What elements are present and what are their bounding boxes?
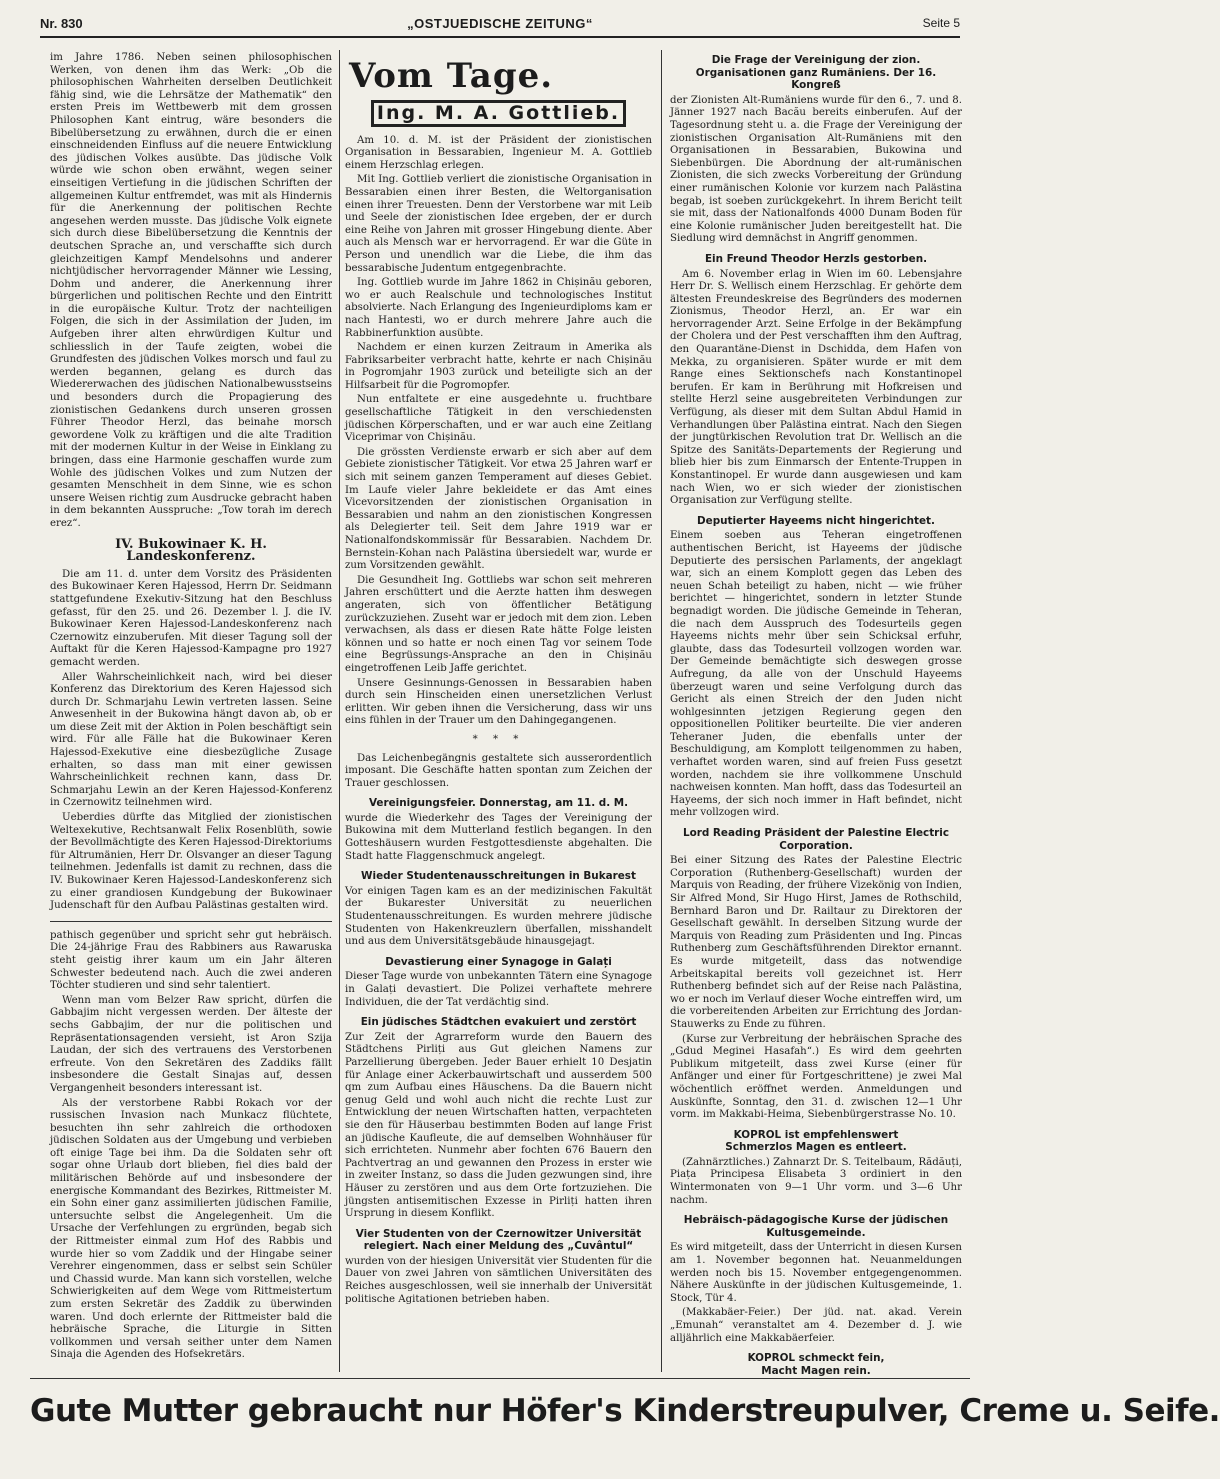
paragraph: wurde die Wiederkehr des Tages der Vereinigung der Bukowina mit dem Mutterland festlich begangen. In den Gotteshäusern wurden Festgottesdienste abgehalten. Die Stadt hatte Flaggenschmuck angelegt. xyxy=(345,812,652,862)
page-header xyxy=(40,14,960,38)
paragraph: Ueberdies dürfte das Mitglied der zionistischen Weltexekutive, Rechtsanwalt Felix Rosenblüth, sowie der Bevollmächtigte des Keren Hajessod-Direktoriums für Altrumänien, Herr Dr. Olsvanger an dieser Tagung teilnehmen. Jedenfalls ist damit zu rechnen, dass die IV. Bukowinaer Keren Hajessod-Landeskonferenz sich zu einer grandiosen Kundgebung der Bukowinaer Judenschaft für den Aufbau Palästinas gestalten wird. xyxy=(50,812,332,912)
section-divider xyxy=(50,921,332,922)
headline-union-question: Die Frage der Vereinigung der zion. Organisationen ganz Rumäniens. Der 16. Kongreß xyxy=(695,54,937,92)
ad-koprol-1-line2: Schmerzlos Magen es entleert. xyxy=(725,1141,907,1154)
column-divider-1 xyxy=(339,50,340,1372)
headline-town-evacuated: Ein jüdisches Städtchen evakuiert und zerstört xyxy=(360,1016,637,1029)
paragraph: Es wird mitgeteilt, dass der Unterricht in diesen Kursen am 1. November begonnen hat. Neuanmeldungen werden noch bis 15. November entgegengenommen. Nähere Auskünfte in der jüdischen Kultusgemeinde, 1. Stock, Tür 4. xyxy=(670,1242,962,1304)
paragraph: Bei einer Sitzung des Rates der Palestine Electric Corporation (Ruthenberg-Gesellschaft) wurden der Marquis von Reading, der frühere Vizekönig von Indien, Sir Alfred Mond, Sir Hugo Hirst, James de Rothschild, Bernhard Baron und Dr. Railtaur zu Direktoren der Gesellschaft gewählt. In derselben Sitzung wurde der Marquis von Reading zum Präsidenten und Ing. Pincas Ruthenberg zum Geschäftsführenden Direktor ernannt. Es wurde mitgeteilt, dass das notwendige Arbeitskapital bereits voll gezeichnet ist. Herr Ruthenberg befindet sich auf der Reise nach Palästina, wo er noch im Verlauf dieser Woche eintreffen wird, um die vorbereitenden Arbeiten zur Errichtung des Jordan-Stauwerks zu Ende zu führen. xyxy=(670,855,962,1030)
obituary-name-box: Ing. M. A. Gottlieb. xyxy=(371,100,626,127)
paragraph: Die grössten Verdienste erwarb er sich aber auf dem Gebiete zionistischer Tätigkeit. Vor etwa 25 Jahren warf er sich mit seinem ganzen Temperament auf dieses Gebiet. Im Laufe vieler Jahre bekleidete er das Amt eines Vicevorsitzenden der zionistischen Organisation in Bessarabien und nahm an den zionistischen Kongressen als Delegierter teil. Seit dem Jahre 1919 war er Nationalfondskommissär für Bessarabien. Nachdem Dr. Bernstein-Kohan nach Palästina übersiedelt war, wurde er zum Vorsitzenden gewählt. xyxy=(345,446,652,572)
newspaper-title: „OSTJUEDISCHE ZEITUNG“ xyxy=(407,16,593,31)
paragraph: Unsere Gesinnungs-Genossen in Bessarabien haben durch sein Hinscheiden einen unersetzlichen Verlust erlitten. Wir geben ihnen die Versicherung, dass wir uns eins fühlen in der Trauer um den Dahingegangenen. xyxy=(345,677,652,727)
paragraph: Nachdem er einen kurzen Zeitraum in Amerika als Fabriksarbeiter verbracht hatte, kehrte er nach Chișinău in Pogromjahr 1903 zurück und beteiligte sich an der Hilfsarbeit für die Pogromopfer. xyxy=(345,342,652,391)
paragraph: Wenn man vom Belzer Raw spricht, dürfen die Gabbajim nicht vergessen werden. Der älteste der sechs Gabbajim, der nur die politischen und Repräsentationsagenden versieht, ist Aron Szija Laudan, der sich des vertrauens des Verstorbenen erfreute. Von den Sekretären des Zaddiks fällt insbesondere die Gestalt Sinajas auf, dessen Vergangenheit besonders interessant ist. xyxy=(50,994,332,1094)
headline-four-students: Vier Studenten von der Czernowitzer Universität relegiert. Nach einer Meldung des „Cuvântul“ xyxy=(355,1227,642,1253)
paragraph-makkabaeer: (Makkabäer-Feier.) Der jüd. nat. akad. Verein „Emunah“ veranstaltet am 4. Dezember d. J. wie alljährlich eine Makkabäerfeier. xyxy=(670,1307,962,1344)
paragraph: Mit Ing. Gottlieb verliert die zionistische Organisation in Bessarabien einen ihrer Besten, die Weltorganisation einen ihrer Treuesten. Denn der Verstorbene war mit Leib und Seele der zionistischen Idee ergeben, der er durch eine Reihe von Jahren mit grosser Hingebung diente. Aber auch als Mensch war er hervorragend. Er war die Güte in Person und unendlich war die Liebe, die ihm das bessarabische Judentum entgegenbrachte. xyxy=(345,174,652,274)
section-title-vom-tage: Vom Tage. xyxy=(349,56,554,96)
paragraph: Aller Wahrscheinlichkeit nach, wird bei dieser Konferenz das Direktorium des Keren Hajessod sich durch Dr. Schmarjahu Lewin vertreten lassen. Seine Anwesenheit in der Bukowina hängt davon ab, ob er um diese Zeit mit der Aktion in Polen beschäftigt sein wird. Für alle Fälle hat die Bukowinaer Keren Hajessod-Exekutive eine diesbezügliche Zusage erhalten, so dass man mit einer gewissen Wahrscheinlichkeit rechnen kann, dass Dr. Schmarjahu Lewin an der Keren Hajessod-Konferenz in Czernowitz teilnehmen wird. xyxy=(50,671,332,809)
separator-stars: * * * xyxy=(472,733,525,745)
paragraph: Als der verstorbene Rabbi Rokach vor der russischen Invasion nach Munkacz flüchtete, besuchten ihn sehr zahlreich die orthodoxen jüdischen Soldaten aus der Umgebung und verbieben oft einige Tage bei ihm. Da die Soldaten sehr oft sogar ohne Urlaub dort blieben, fiel dies bald der militärischen Behörde auf und insbesondere der energische Kommandant des Bezirkes, Rittmeister M. ein Sohn einer ganz assimilierten jüdischen Familie, untersuchte selbst die Angelegenheit. Um die Ursache der Verfehlungen zu ergründen, begab sich der Rittmeister einmal zum Hof des Rabbis und wurde hier so vom Zaddik und der Hingabe seiner Verehrer eingenommen, dass er selbst sein Schüler und Chassid wurde. Man kann sich vorstellen, welche Schwierigkeiten auf dem Wege vom Rittmeistertum zum ersten Sekretär des Zaddik zu überwinden waren. Und doch erlernte der Rittmeister bald die hebräische Sprache, die Liturgie in Sitten vollkommen und versah seither unter dem Namen Sinaja die Agenden des Hofsekretärs. xyxy=(50,1097,332,1361)
bottom-advertisement: Gute Mutter gebraucht nur Höfer's Kinderstreupulver, Creme u. Seife. xyxy=(30,1393,1220,1429)
paragraph: Dieser Tage wurde von unbekannten Tätern eine Synagoge in Galați devastiert. Die Polizei verhaftete mehrere Individuen, die der Tat verdächtig sind. xyxy=(345,971,652,1008)
paragraph: Vor einigen Tagen kam es an der medizinischen Fakultät der Bukarester Universität zu neuerlichen Studentenausschreitungen. Es wurden mehrere jüdische Studenten von Hakenkreuzlern überfallen, misshandelt und aus dem Universitätsgebäude hinausgejagt. xyxy=(345,885,652,948)
paragraph: Die Gesundheit Ing. Gottliebs war schon seit mehreren Jahren erschüttert und die Aerzte hatten ihm deswegen angeraten, sich von öffentlicher Betätigung zurückzuziehen. Zuseht war er jedoch mit dem zion. Leben verwachsen, als dass er diesen Rate hätte Folge leisten können und so hatte er noch einen Tag vor seinem Tode eine Begrüssungs-Ansprache an den in Chișinău eingetroffenen Leib Jaffe gerichtet. xyxy=(345,574,652,674)
article-mendelssohn-continued: im Jahre 1786. Neben seinen philosophischen Werken, von denen ihm das Werk: „Ob die philosophischen Wahrheiten derselben Deutlichkeit fähig sind, wie die Lehrsätze der Mathematik“ den ersten Preis im Wettbewerb mit dem grossen Philosophen Kant eintrug, wäre besonders die Bibelübersetzung zu erwähnen, durch die er einen einschneidenden Einfluss auf die neuere Entwicklung des jüdischen Volkes ausübte. Das jüdische Volk würde wie schon oben erwähnt, wegen seiner einseitigen Vertiefung in die jüdischen Schriften der allgemeinen Kultur entfremdet, was mit als Hindernis für die Anerkennung der politischen Rechte angesehen werden musste. Das jüdische Volk eignete sich durch diese Bibelübersetzung die Kenntnis der deutschen Sprache an, und verschaffte sich durch gleichzeitigen Kampf Mendelsohns und anderer nichtjüdischer hervorragender Männer wie Lessing, Dohm und anderer, die Anerkennung ihrer bürgerlichen und politischen Rechte und den Eintritt in die europäische Kultur. Trotz der nachteiligen Folgen, die sich in der Assimilation der Juden, im Aufgeben ihrer alten ehrwürdigen Kultur und schliesslich in der Taufe zeigten, wobei die Grundfesten des jüdischen Volkes morsch und faul zu werden begannen, gelang es durch das Wiedererwachen des jüdischen Nationalbewusstseins und besonders durch die Propagierung des zionistischen Gedankens durch unseren grossen Führer Theodor Herzl, das beinahe morsch gewordene Volk zu kräftigen und die alte Tradition mit der modernen Kultur in der Weise in Einklang zu bringen, dass eine Harmonie geschaffen wurde zum Wohle des jüdischen Volkes und zum Nutzen der gesamten Menschheit in dem Sinne, wie es schon unsere Weisen richtig zum Ausdrucke gebracht haben in dem bekannten Ausspruche: „Tow torah im derech erez“. xyxy=(50,52,332,529)
ad-koprol-2-line2: Macht Magen rein. xyxy=(761,1364,871,1377)
paragraph: Zur Zeit der Agrarreform wurde den Bauern des Städtchens Pirliți aus Gut gleichen Namens zur Parzellierung übergeben. Jeder Bauer erhielt 10 Desjatin für Anlage einer Ackerbauwirtschaft und ausserdem 500 qm zum Aufbau eines Häuschens. Da die Bauern nicht genug Geld und wohl auch nicht die rechte Lust zur Entwicklung der neuen Wirtschaften hatten, verpachteten sie den für Häuserbau bestimmten Boden auf lange Frist an jüdische Kaufleute, die auf demselben Wohnhäuser für sich errichteten. Nunmehr aber fochten 676 Bauern den Pachtvertrag an und gewannen den Prozess in erster wie in zweiter Instanz, so dass die Juden gezwungen sind, ihre Häuser zu zerstören und aus dem Orte fortzuziehen. Die jüngsten antisemitischen Exzesse in Pirliți hatten ihren Ursprung in diesem Konflikt. xyxy=(345,1031,652,1220)
paragraph: Am 6. November erlag in Wien im 60. Lebensjahre Herr Dr. S. Wellisch einem Herzschlag. Er gehörte dem ältesten Freundeskreise des Begründers des modernen Zionismus, Theodor Herzl, an. Er war ein hervorragender Arzt. Seine Erfolge in der Bekämpfung der Cholera und der Pest verschafften ihm den Auftrag, den Quarantäne-Dienst in Dschidda, dem Hafen von Mekka, zu organisieren. Später wurde er mit dem Range eines Sektionschefs nach Konstantinopel berufen. Er kam in Berührung mit Hofkreisen und stellte Herzl seine ausgebreiteten Verbindungen zur Verfügung, als dieser mit dem Sultan Abdul Hamid in Verhandlungen über Palästina eintrat. Nach den Siegen der jungtürkischen Revolution trat Dr. Wellisch an die Spitze des Sanitäts-Departements der Regierung und blieb hier bis zum Einmarsch der Entente-Truppen in Konstantinopel. Er wurde dann ausgewiesen und kam nach Wien, wo er sich wieder der zionistischen Organisation zur Verfügung stellte. xyxy=(670,268,962,507)
paragraph: der Zionisten Alt-Rumäniens wurde für den 6., 7. und 8. Jänner 1927 nach Bacău bereits einberufen. Auf der Tagesordnung steht u. a. die Frage der Vereinigung der zionistischen Organisation Alt-Rumäniens mit den Organisationen in Bessarabien, Bukowina und Siebenbürgen. Die Abordnung der alt-rumänischen Zionisten, die sich zwecks Vorbereitung der Gründung einer rumänischen Kolonie vor kurzem nach Palästina begab, ist soeben zurückgekehrt. In ihrem Bericht teilt sie mit, dass der Nationalfonds 4000 Dunam Boden für eine Kolonie rumänischer Juden bereitgestellt hat. Die Siedlung wird demnächst in Angriff genommen. xyxy=(670,94,962,245)
paragraph: Ing. Gottlieb wurde im Jahre 1862 in Chișinău geboren, wo er auch Realschule und technologisches Institut absolvierte. Nach Erlangung des Ingenieurdiploms kam er nach Hantesti, wo er durch mehrere Jahre auch die Rabbinerfunktion ausübte. xyxy=(345,277,652,339)
column-right xyxy=(670,52,962,1380)
headline-lord-reading: Lord Reading Präsident der Palestine Electric Corporation. xyxy=(682,827,950,852)
ad-koprol-2-line1: KOPROL schmeckt fein, xyxy=(747,1352,885,1365)
ad-koprol-1-line1: KOPROL ist empfehlenswert xyxy=(733,1128,899,1141)
paragraph-hebrew-courses: (Kurse zur Verbreitung der hebräischen Sprache des „Gdud Meginei Hasafah“.) Es wird dem geehrten Publikum mitgeteilt, dass zwei Kurse (einer für Anfänger und einer für Fortgeschrittene) je zwei Mal wöchentlich eröffnet werden. Anmeldungen und Auskünfte, Sonntag, den 31. d. zwischen 12—1 Uhr vorm. im Makkabi-Heima, Siebenbürgerstrasse No. 10. xyxy=(670,1033,962,1121)
headline-synagogue-galati: Devastierung einer Synagoge in Galați xyxy=(385,955,612,968)
headline-bukowina-conference: IV. Bukowinaer K. H. Landeskonferenz. xyxy=(115,536,267,565)
headline-hayeems: Deputierter Hayeems nicht hingerichtet. xyxy=(697,514,935,527)
paragraph-dentist: (Zahnärztliches.) Zahnarzt Dr. S. Teitelbaum, Rădăuți, Piața Principesa Elisabeta 3 ordiniert in den Wintermonaten von 9—1 Uhr vorm. und 3—6 Uhr nachm. xyxy=(670,1156,963,1206)
column-divider-2 xyxy=(661,50,662,1372)
headline-student-riots: Wieder Studentenausschreitungen in Bukarest xyxy=(361,870,636,883)
paragraph: Einem soeben aus Teheran eingetroffenen authentischen Bericht, ist Hayeems der jüdische Deputierte des persischen Parlaments, der angeklagt war, sich an einem Komplott gegen das Leben des neuen Schah beteiligt zu haben, nicht — wie früher berichtet — hingerichtet, sondern in letzter Stunde begnadigt worden. Die jüdische Gemeinde in Teheran, die nach dem Ausspruch des Todesurteils gegen Hayeems nichts mehr über sein Schicksal erfuhr, glaubte, dass das Todesurteil vollzogen worden war. Der Gemeinde bemächtigte sich deswegen grosse Aufregung, da alle von der Unschuld Hayeems überzeugt waren und seine Verfolgung durch das Gericht als einen Streich der den Juden nicht wohlgesinnten jetzigen Regierung gegen den oppositionellen Politiker beurteilte. Die vier anderen Teheraner Juden, die ebenfalls unter der Beschuldigung, am Komplott teilgenommen zu haben, verhaftet worden waren, sind auf freien Fuss gesetzt worden, nachdem sie ihre vollkommene Unschuld nachweisen konnten. Man hofft, dass das Todesurteil an Hayeems, der sich noch immer in Haft befindet, nicht mehr vollzogen wird. xyxy=(670,530,962,819)
paragraph: Das Leichenbegängnis gestaltete sich ausserordentlich imposant. Die Geschäfte hatten spontan zum Zeichen der Trauer geschlossen. xyxy=(345,752,652,789)
headline-vereinigungsfeier: Vereinigungsfeier. Donnerstag, am 11. d. M. xyxy=(368,797,629,810)
paragraph: Am 10. d. M. ist der Präsident der zionistischen Organisation in Bessarabien, Ingenieur M. A. Gottlieb einem Herzschlag erlegen. xyxy=(345,134,652,171)
paragraph: Nun entfaltete er eine ausgedehnte u. fruchtbare gesellschaftliche Tätigkeit in den verschiedensten jüdischen Körperschaften, und er war auch eine Zeitlang Viceprimar von Chișinău. xyxy=(345,394,652,444)
headline-herzl-friend: Ein Freund Theodor Herzls gestorben. xyxy=(704,252,928,265)
issue-number: Nr. 830 xyxy=(40,16,83,31)
page-number: Seite 5 xyxy=(922,16,960,30)
column-middle xyxy=(345,52,652,1308)
headline-pedagogic-courses: Hebräisch-pädagogische Kurse der jüdischen Kultusgemeinde. xyxy=(683,1214,949,1239)
paragraph: wurden von der hiesigen Universität vier Studenten für die Dauer von zwei Jahren von sämtlichen Universitäten des Reiches ausgeschlossen, weil sie innerhalb der Universität politische Agitationen betrieben haben. xyxy=(345,1255,652,1305)
article-belzer-continued: pathisch gegenüber und spricht sehr gut hebräisch. Die 24-jährige Frau des Rabbiners aus Rawaruska steht geistig ihrer kaum um ein Jahr älteren Schwester bedeutend nach. Auch die zwei anderen Töchter studieren und sind sehr talentiert. xyxy=(50,929,332,992)
column-left xyxy=(50,52,332,1364)
paragraph: Die am 11. d. unter dem Vorsitz des Präsidenten des Bukowinaer Keren Hajessod, Herrn Dr. Seidmann stattgefundene Exekutiv-Sitzung hat den Beschluss gefasst, für den 25. und 26. Dezember l. J. die IV. Bukowinaer Keren Hajessod-Landeskonferenz nach Czernowitz einzuberufen. Mit dieser Tagung soll der Auftakt für die Keren Hajessod-Kampagne pro 1927 gemacht werden. xyxy=(50,568,332,668)
